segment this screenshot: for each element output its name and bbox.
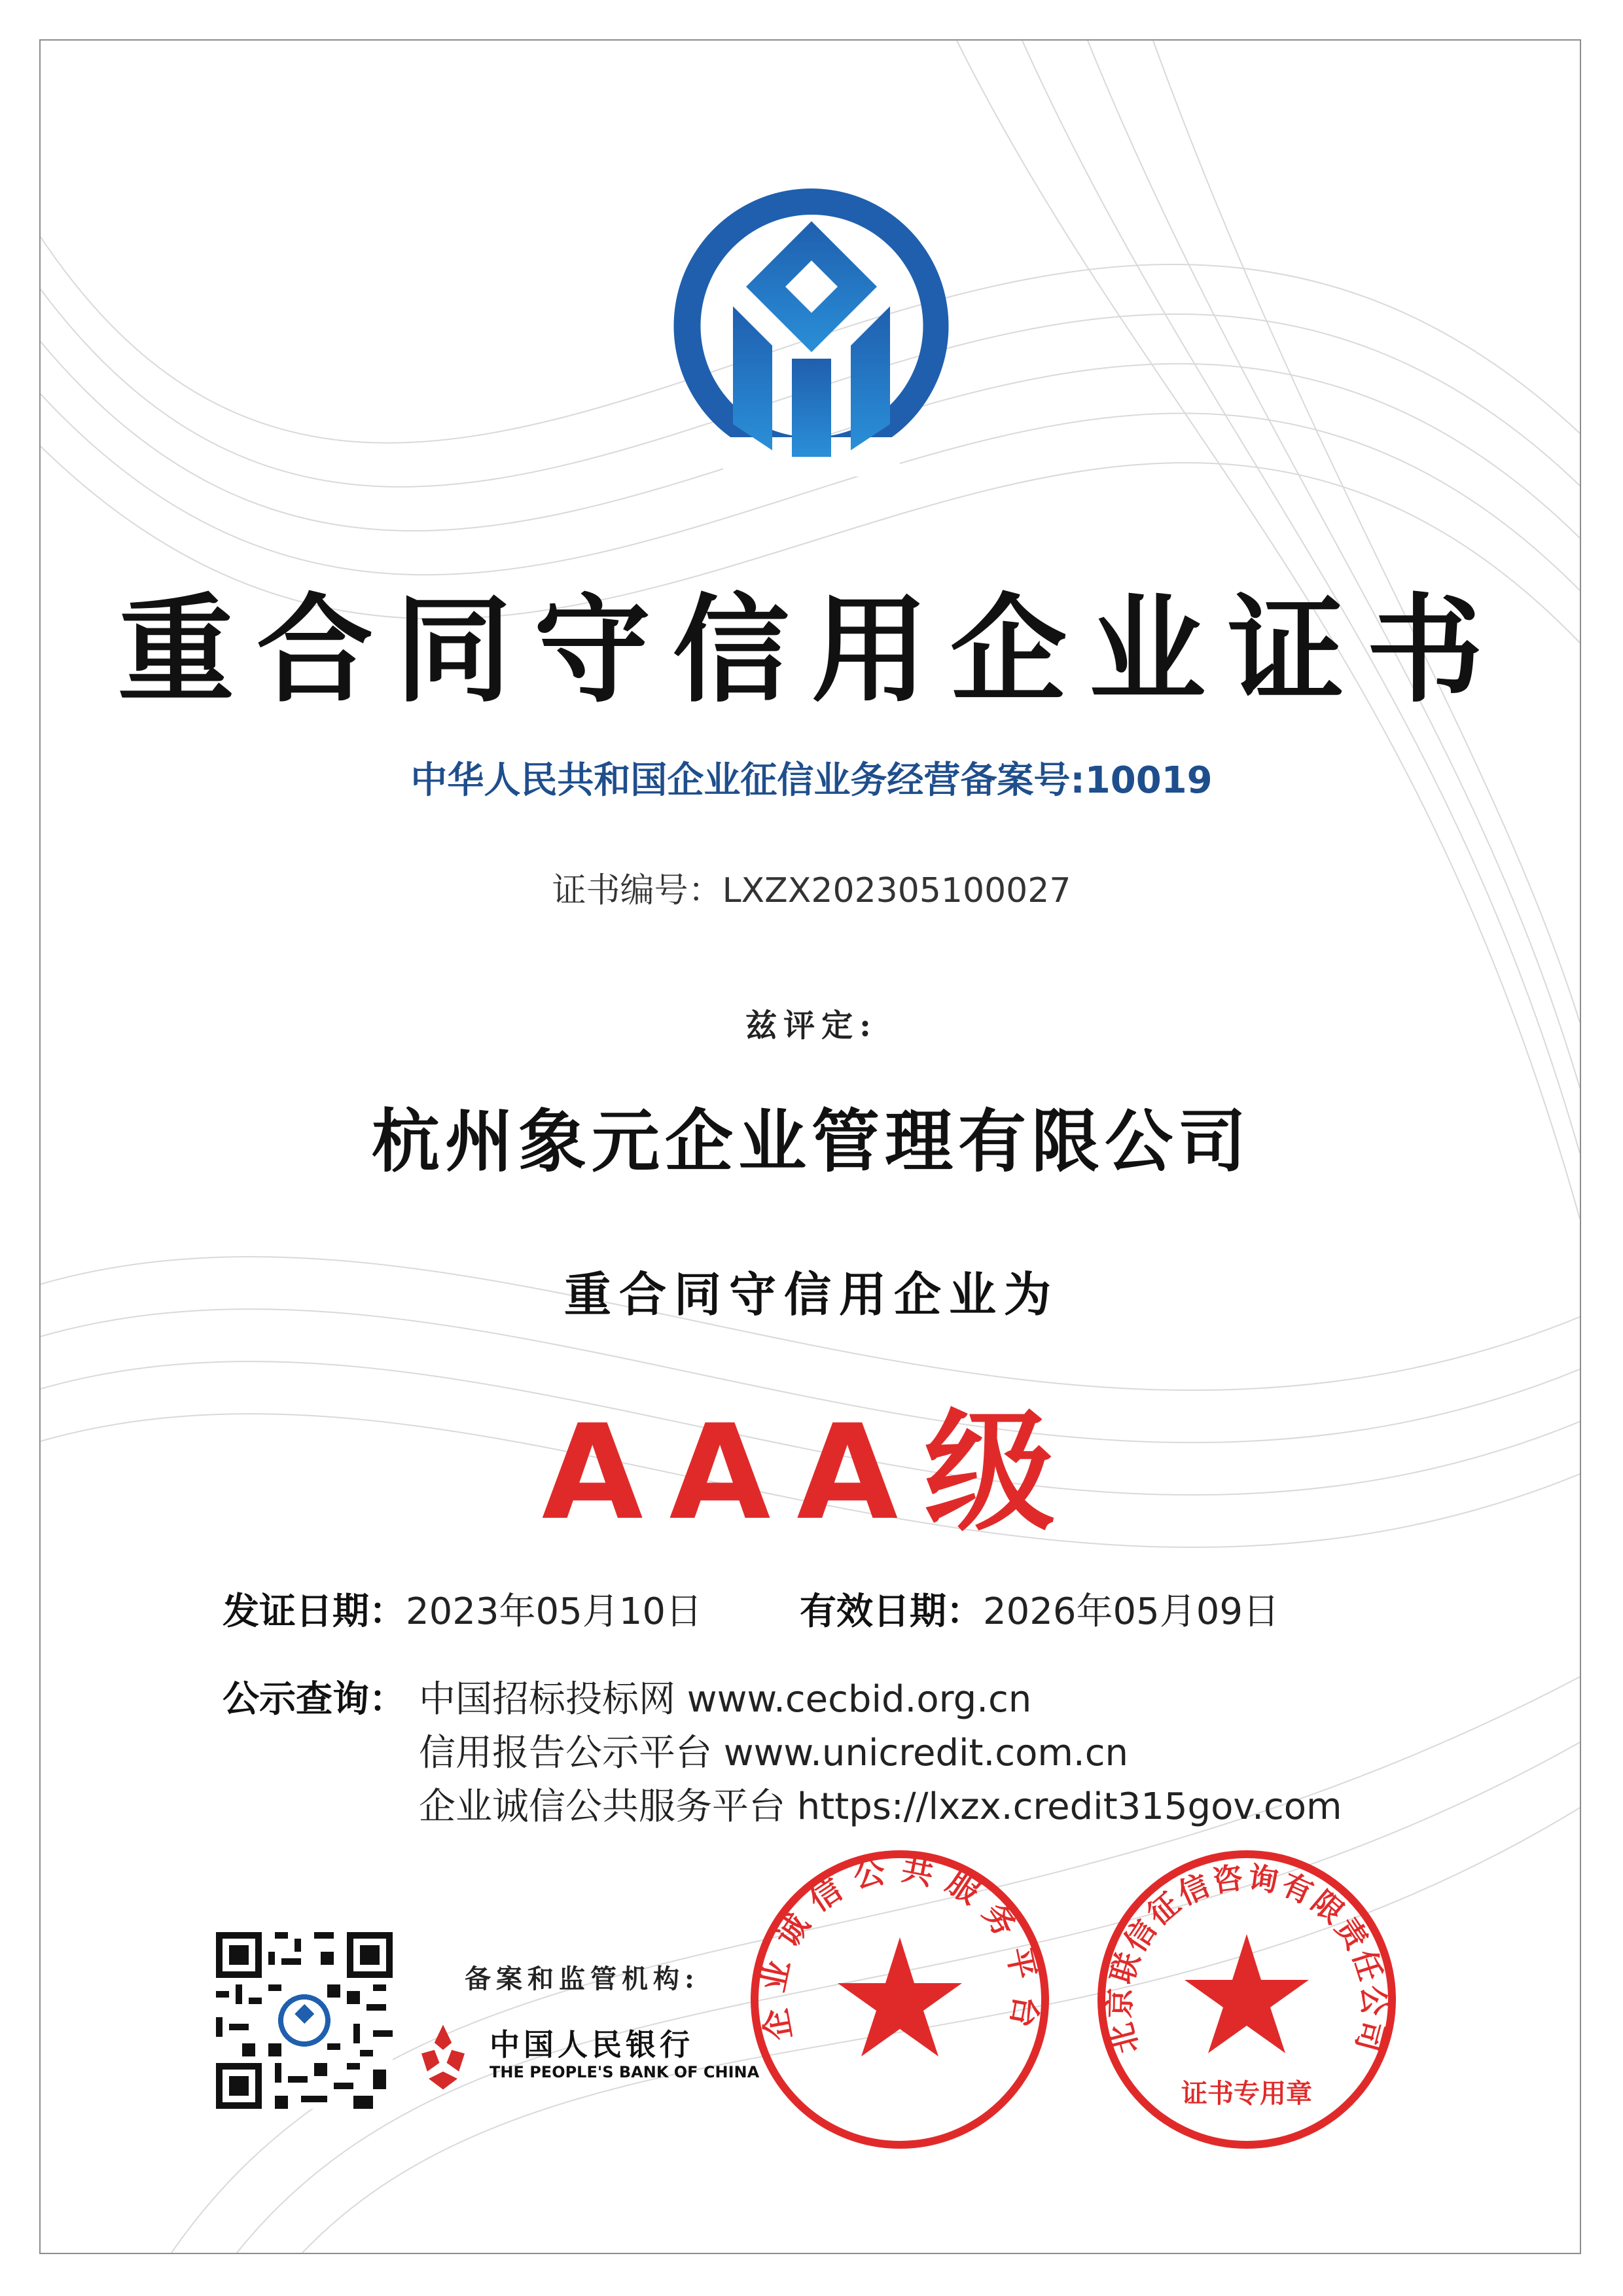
certificate-title: 重合同守信用企业证书 xyxy=(118,583,1505,718)
valid-date-label: 有效日期： xyxy=(800,1590,983,1633)
seal-company xyxy=(1093,1846,1400,2153)
valid-date-value: 2026年05月09日 xyxy=(983,1590,1280,1633)
valid-date xyxy=(800,1583,1279,1635)
filing-number: 中华人民共和国企业征信业务经营备案号:10019 xyxy=(410,759,1213,802)
issue-date-label: 发证日期： xyxy=(223,1590,406,1633)
seal-platform xyxy=(746,1846,1054,2153)
regulator-label: 备案和监管机构: xyxy=(465,1964,700,1994)
query-line: 信用报告公示平台 www.unicredit.com.cn xyxy=(419,1732,1128,1774)
query-line: 企业诚信公共服务平台 https://lxzx.credit315gov.com xyxy=(419,1785,1342,1828)
seal2-bottom-text: 证书专用章 xyxy=(1181,2078,1312,2109)
qr-code[interactable] xyxy=(216,1932,393,2109)
seal1-text: 企业诚信公共服务平台 xyxy=(755,1850,1045,2043)
certificate-number: 证书编号：LXZX202305100027 xyxy=(552,871,1071,910)
hereby-rated-label: 兹评定: xyxy=(745,1007,878,1044)
query-label: 公示查询： xyxy=(223,1678,406,1721)
pboc-name-en: THE PEOPLE'S BANK OF CHINA xyxy=(490,2063,760,2081)
credit-logo-icon xyxy=(661,175,962,476)
credit-grade: AAA级 xyxy=(541,1397,1082,1549)
pboc-name-cn: 中国人民银行 xyxy=(490,2027,694,2062)
company-name: 杭州象元企业管理有限公司 xyxy=(371,1101,1251,1181)
query-line: 中国招标投标网 www.cecbid.org.cn xyxy=(419,1678,1032,1721)
issue-date-value: 2023年05月10日 xyxy=(406,1590,703,1633)
rated-as-label: 重合同守信用企业为 xyxy=(563,1266,1059,1322)
seal2-text: 北京联信征信咨询有限责任公司 xyxy=(1101,1859,1392,2058)
issue-date xyxy=(223,1583,702,1635)
pboc-logo-icon xyxy=(407,2021,479,2093)
